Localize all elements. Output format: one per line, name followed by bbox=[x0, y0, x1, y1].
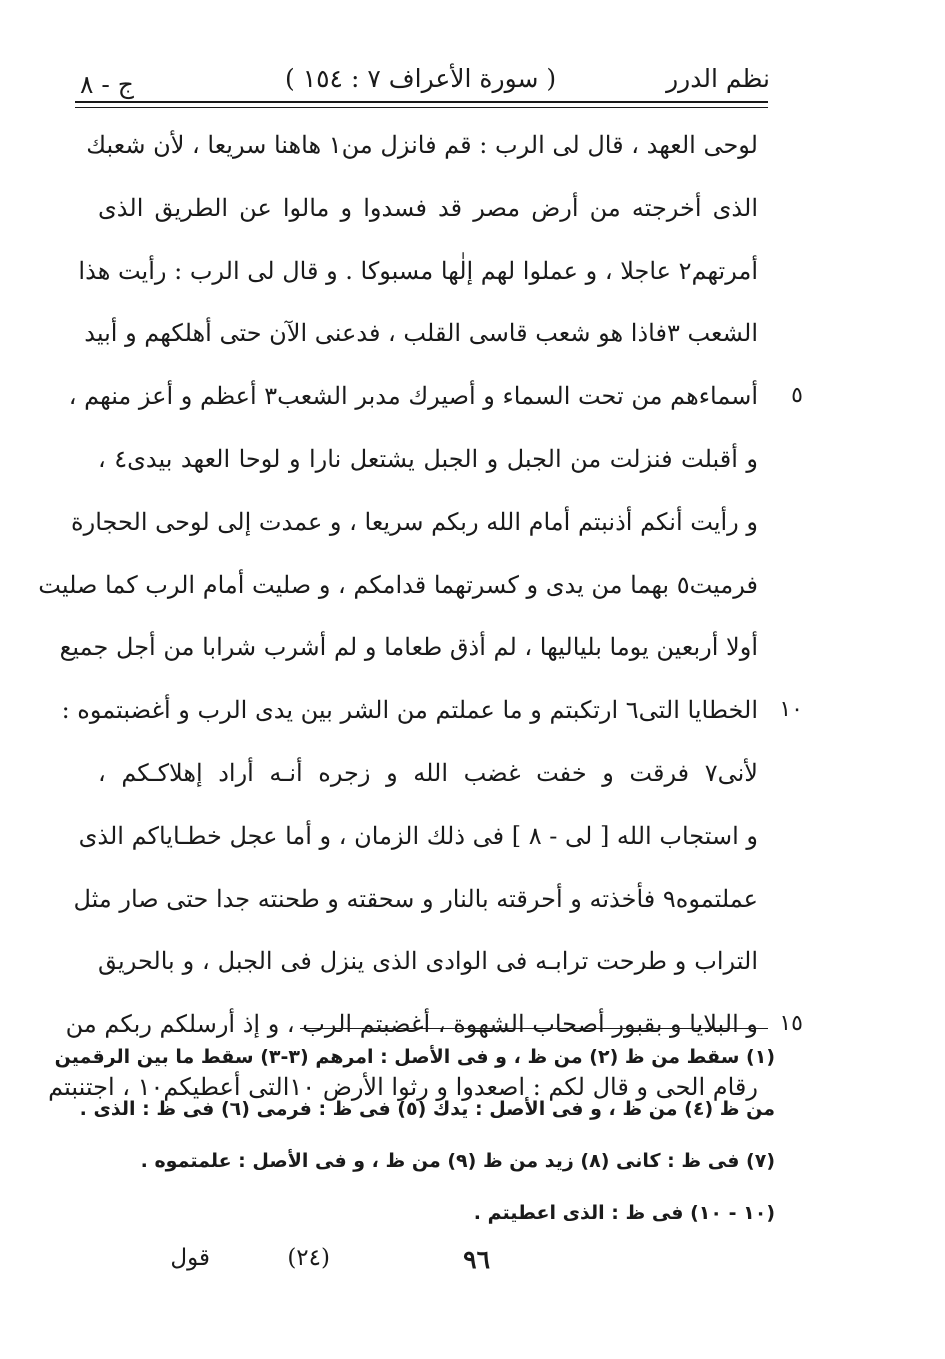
text-line: لوحى العهد ، قال لى الرب : قم فانزل من١ هاهنا سريعا ، لأن شعبك bbox=[86, 131, 758, 159]
text-line: الذى أخرجته من أرض مصر قد فسدوا و مالوا عن الطريق الذى bbox=[98, 193, 758, 222]
line-number: ١٥ bbox=[779, 1011, 803, 1037]
footnotes bbox=[48, 1035, 775, 1243]
footnote-line: من ظ (٤) من ظ ، و فى الأصل : يدك (٥) فى ظ : فرمى (٦) فى ظ : الذى . bbox=[79, 1098, 775, 1120]
signature-mark: (٢٤) bbox=[287, 1245, 330, 1271]
text-line: التراب و طرحت ترابـه فى الوادى الذى ينزل فى الجبل ، و بالحريق bbox=[98, 947, 758, 976]
header-rule-thick bbox=[75, 101, 768, 103]
footnote-line: (٧) فى ظ : كانى (٨) زيد من ظ (٩) من ظ ، و فى الأصل : علمتموه . bbox=[140, 1150, 775, 1172]
main-text bbox=[38, 120, 803, 1125]
text-line: أمرتهم٢ عاجلا ، و عملوا لهم إلٰها مسبوكا . و قال لى الرب : رأيت هذا bbox=[78, 256, 758, 285]
text-line: لأنى٧ فرقت و خفت غضب الله و زجره أنـه أراد إهلاكـكم ، bbox=[98, 758, 758, 787]
text-line: و أقبلت فنزلت من الجبل و الجبل يشتعل نارا و لوحا العهد بيدى٤ ، bbox=[98, 444, 759, 473]
line-number: ٥ bbox=[791, 383, 803, 409]
text-line: رقام الحى و قال لكم : اصعدوا و رثوا الأرض ١٠التى أعطيكم١٠ ، اجتنبتم bbox=[48, 1072, 758, 1101]
text-line: و البلايا و بقبور أصحاب الشهوة ، أغضبتم الرب ، و إذ أرسلكم ربكم من ١٥ bbox=[98, 999, 758, 1062]
text-line: و رأيت أنكم أذنبتم أمام الله ربكم سريعا ، و عمدت إلى لوحى الحجارة bbox=[71, 507, 758, 536]
text-line: أسماءهم من تحت السماء و أصيرك مدبر الشعب٣ أعظم و أعز منهم ، ٥ bbox=[98, 371, 758, 434]
page-footer bbox=[150, 1245, 490, 1285]
text-line: و استجاب الله [ لى - ٨ ] فى ذلك الزمان ، و أما عجل خطـاياكم الذى bbox=[78, 821, 758, 850]
volume-number: ج - ٨ bbox=[80, 70, 134, 99]
line-number: ١٠ bbox=[779, 697, 803, 723]
text-line: الشعب ٣فاذا هو شعب قاسى القلب ، فدعنى الآن حتى أهلكهم و أبيد bbox=[84, 319, 758, 348]
footnote-line: (١٠ - ١٠) فى ظ : الذى اعطيتم . bbox=[473, 1202, 775, 1224]
footnote-rule bbox=[300, 1028, 768, 1029]
surah-reference: ( سورة الأعراف ٧ : ١٥٤ ) bbox=[285, 64, 557, 93]
text-line: الخطايا التى٦ ارتكبتم و ما عملتم من الشر بين يدى الرب و أغضبتموه : ١٠ bbox=[98, 685, 758, 748]
page-number: ٩٦ bbox=[463, 1245, 490, 1274]
text-line: عملتموه٩ فأخذته و أحرقته بالنار و سحقته و طحنته جدا حتى صار مثل bbox=[73, 884, 758, 913]
book-title: نظم الدرر bbox=[666, 64, 770, 93]
header-rule-thin bbox=[75, 107, 768, 108]
text-line: فرميت٥ بهما من يدى و كسرتهما قدامكم ، و صليت أمام الرب كما صليت bbox=[38, 570, 758, 599]
footnote-line: (١) سقط من ظ (٢) من ظ ، و فى الأصل : امرهم (٣-٣) سقط ما بين الرقمين bbox=[54, 1046, 775, 1068]
text-line: أولا أربعين يوما بلياليها ، لم أذق طعاما و لم أشرب شرابا من أجل جميع bbox=[59, 633, 758, 662]
catchword: قول bbox=[170, 1245, 210, 1271]
